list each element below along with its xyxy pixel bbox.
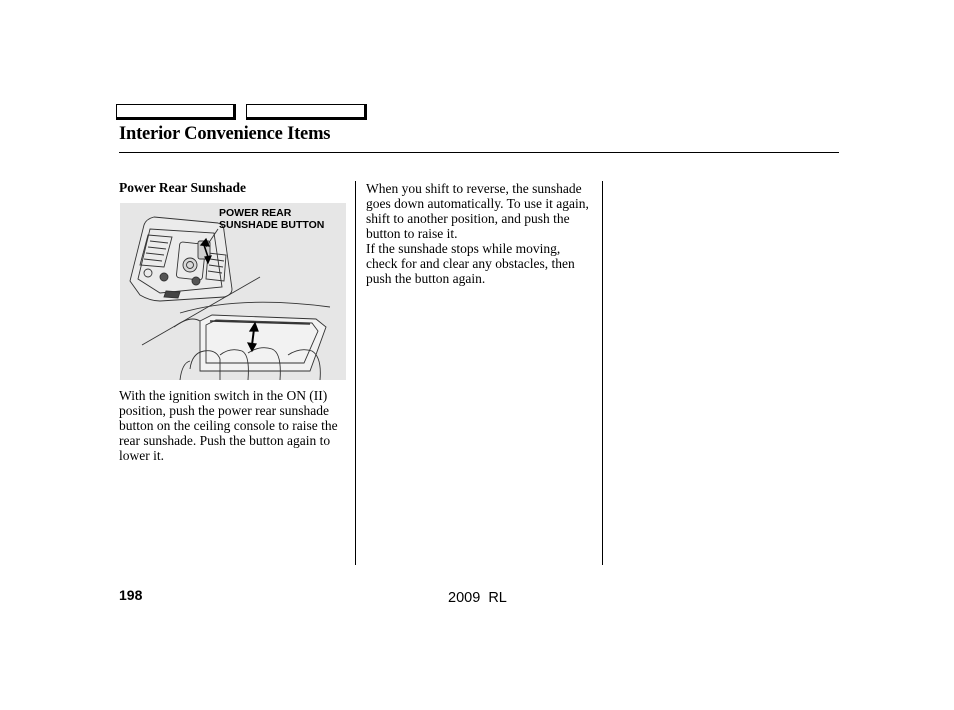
page-number: 198 xyxy=(119,587,143,603)
column-divider-left xyxy=(355,181,356,565)
title-rule xyxy=(119,152,839,153)
nav-tab-2[interactable] xyxy=(246,104,367,120)
subheading-power-rear-sunshade: Power Rear Sunshade xyxy=(119,180,247,195)
sunshade-illustration xyxy=(120,203,346,380)
middle-column-text xyxy=(366,181,594,286)
section-title: Interior Convenience Items xyxy=(119,124,331,144)
column-divider-right xyxy=(602,181,603,565)
footer-model-label: 2009 RL xyxy=(448,590,507,606)
left-column-paragraph: With the ignition switch in the ON (II) position, push the power rear sunshade button on the ceiling console to raise the rear sunshade. Push the button again to lower it. xyxy=(119,388,338,463)
nav-tab-1[interactable] xyxy=(116,104,236,120)
figure-callout-label: POWER REAR SUNSHADE BUTTON xyxy=(219,207,325,231)
middle-column-paragraph-1: When you shift to reverse, the sunshade goes down automatically. To use it again, shift to another position, and push the button to raise it. xyxy=(366,181,589,241)
middle-column-paragraph-2: If the sunshade stops while moving, check for and clear any obstacles, then push the button again. xyxy=(366,241,575,286)
